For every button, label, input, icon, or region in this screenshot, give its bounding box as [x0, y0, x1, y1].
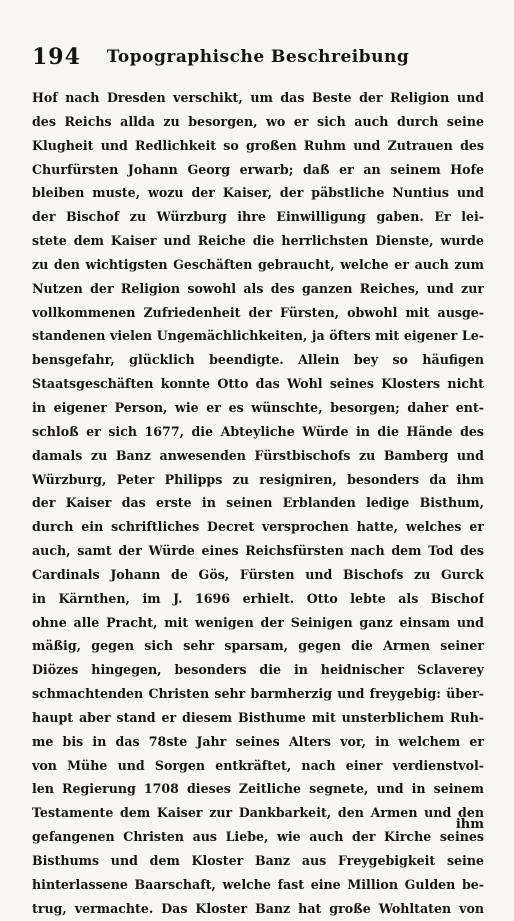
text-line: Nutzen der Religion sowohl als des ganzen Reiches, und zur — [32, 280, 484, 296]
text-line: standenen vielen Ungemächlichkeiten, ja öfters mit eigener Le- — [32, 328, 484, 344]
running-title: Topographische Beschreibung — [106, 47, 410, 67]
text-line: des Reichs allda zu besorgen, wo er sich auch durch seine — [32, 113, 484, 129]
text-line: Bisthums und dem Kloster Banz aus Freygebigkeit seine — [32, 853, 484, 868]
text-line: Churfürsten Johann Georg erwarb; daß er an seinem Hofe — [32, 161, 484, 177]
text-line: zu den wichtigsten Geschäften gebraucht, welche er auch zum — [32, 256, 484, 272]
body-text — [32, 86, 484, 921]
text-line: ohne alle Pracht, mit wenigen der Seinigen ganz einsam und — [32, 614, 484, 630]
text-line: mäßig, gegen sich sehr sparsam, gegen die Armen seiner — [32, 638, 484, 654]
text-line: in Kärnthen, im J. 1696 erhielt. Otto lebte als Bischof — [32, 590, 484, 606]
text-line: gefangenen Christen aus Liebe, wie auch der Kirche seines — [32, 829, 484, 845]
text-line: in eigener Person, wie er es wünschte, besorgen; daher ent- — [32, 399, 484, 415]
text-line: schmachtenden Christen sehr barmherzig und freygebig: über- — [32, 686, 484, 702]
text-line: haupt aber stand er diesem Bisthume mit unsterblichem Ruh- — [32, 709, 484, 725]
catchword: ihm — [455, 817, 484, 832]
text-line: stete dem Kaiser und Reiche die herrlichsten Dienste, wurde — [32, 233, 484, 249]
text-line: Klugheit und Redlichkeit so großen Ruhm und Zutrauen des — [32, 137, 484, 153]
text-line: Testamente dem Kaiser zur Dankbarkeit, den Armen und den — [32, 805, 484, 821]
text-line: Würzburg, Peter Philipps zu resigniren, besonders da ihm — [32, 471, 484, 487]
text-line: trug, vermachte. Das Kloster Banz hat große Wohltaten von — [32, 900, 484, 916]
page-header — [32, 44, 484, 70]
text-line: von Mühe und Sorgen entkräftet, nach einer verdienstvol- — [32, 757, 484, 773]
text-line: me bis in das 78ste Jahr seines Alters vor, in welchem er — [32, 733, 484, 749]
page-number: 194 — [32, 44, 81, 70]
text-line: bensgefahr, glücklich beendigte. Allein bey so häufigen — [32, 352, 484, 368]
text-line: damals zu Banz anwesenden Fürstbischofs zu Bamberg und — [32, 447, 484, 463]
text-line: hinterlassene Baarschaft, welche fast eine Million Gulden be- — [32, 876, 484, 892]
text-line: durch ein schriftliches Decret versprochen hatte, welches er — [32, 519, 484, 535]
text-line: len Regierung 1708 dieses Zeitliche segnete, und in seinem — [32, 781, 484, 797]
text-line: schloß er sich 1677, die Abteyliche Würde in die Hände des — [32, 423, 484, 439]
text-line: bleiben muste, wozu der Kaiser, der päbstliche Nuntius und — [32, 185, 484, 201]
text-line: Cardinals Johann de Gös, Fürsten und Bischofs zu Gurck — [32, 566, 484, 582]
text-line: der Bischof zu Würzburg ihre Einwilligung gaben. Er lei- — [32, 209, 484, 225]
text-line: Staatsgeschäften konnte Otto das Wohl seines Klosters nicht — [32, 376, 484, 392]
text-line: vollkommenen Zufriedenheit der Fürsten, obwohl mit ausge- — [32, 304, 484, 320]
text-line: auch, samt der Würde eines Reichsfürsten nach dem Tod des — [32, 543, 484, 559]
text-line: Hof nach Dresden verschikt, um das Beste der Religion und — [32, 90, 484, 105]
text-line: der Kaiser das erste in seinen Erblanden ledige Bisthum, — [32, 495, 484, 511]
text-line: Diözes hingegen, besonders die in heidnischer Sclaverey — [32, 662, 484, 678]
